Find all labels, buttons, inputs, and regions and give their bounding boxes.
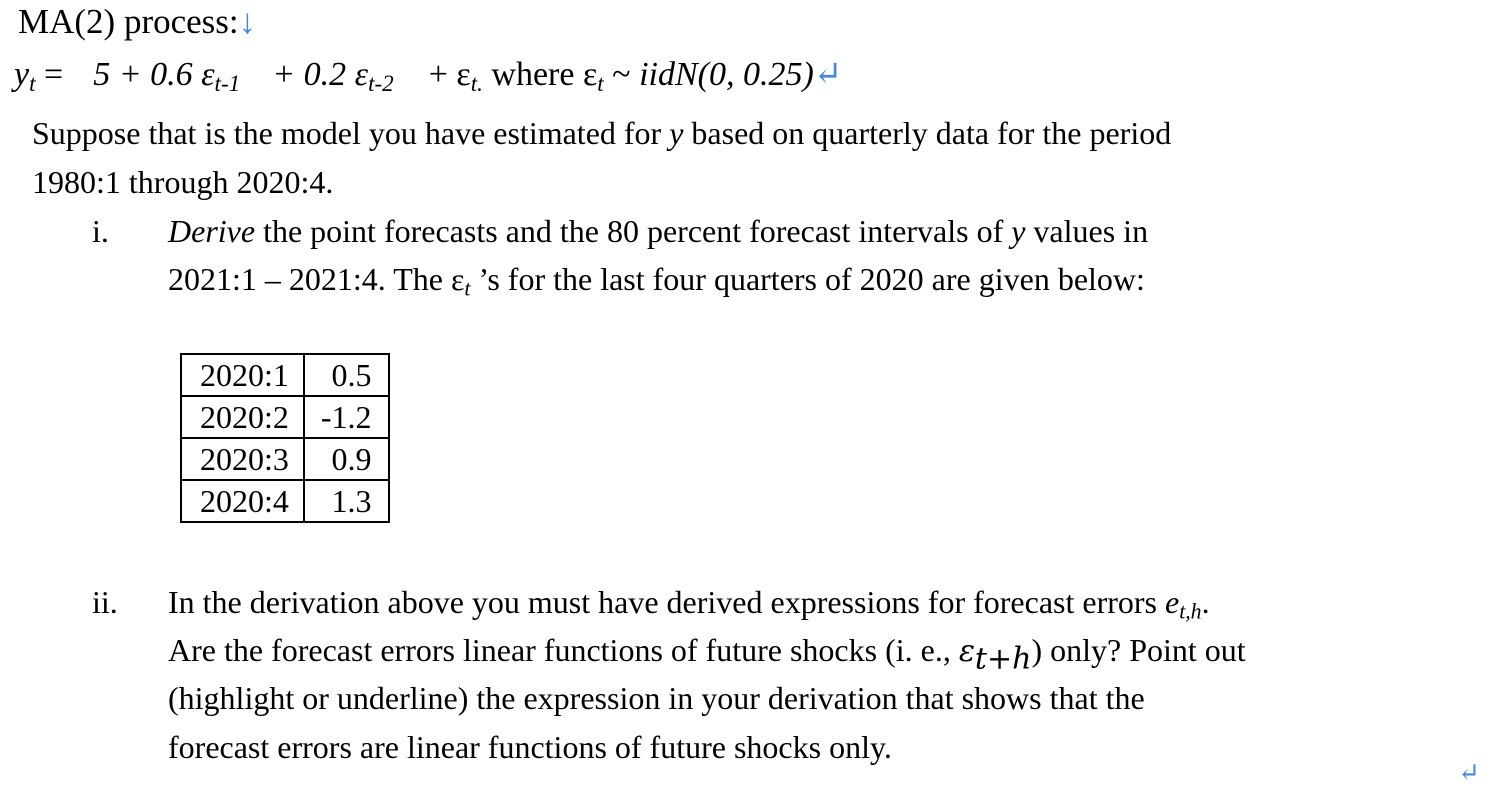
item-ii-number: ii.	[92, 584, 118, 620]
item-i-var-y: y	[1011, 213, 1026, 249]
shocks-table	[180, 353, 390, 523]
paragraph-down-arrow-icon: ↓	[238, 2, 257, 41]
eq-lhs-sub: t	[29, 70, 36, 97]
item-ii-line-4: forecast errors are linear functions of future shocks only.	[168, 729, 892, 765]
shock-value-cell: 1.3	[304, 480, 389, 522]
eq-lhs: y	[14, 56, 30, 93]
eq-sub-1: t-1	[214, 70, 241, 97]
item-i-line2-a: 2021:1 – 2021:4. The ε	[168, 261, 465, 297]
eq-term-2: + 0.2 ε	[272, 56, 369, 93]
item-i-text-a: the point forecasts and the 80 percent forecast intervals of	[255, 213, 1012, 249]
quarter-cell: 2020:4	[181, 480, 304, 522]
eq-dist-sym: ~	[603, 56, 640, 93]
item-ii-sub-th: t,h	[1179, 599, 1202, 624]
quarter-cell: 2020:3	[181, 438, 304, 480]
item-ii-line2-a: Are the forecast errors linear functions of future shocks (i. e.,	[168, 632, 959, 668]
intro-text-b: based on quarterly data for the period	[683, 115, 1172, 151]
eq-sub-2: t-2	[368, 70, 394, 97]
item-ii-line2-b: ) only? Point out	[1031, 632, 1246, 668]
item-i-emph: Derive	[168, 213, 256, 249]
intro-var-y: y	[669, 115, 684, 151]
table-row	[181, 396, 389, 438]
item-ii-line-2	[168, 632, 1246, 677]
shock-value-cell: 0.5	[304, 354, 389, 396]
item-ii-math-eps: ε	[958, 634, 975, 669]
table-row	[181, 354, 389, 396]
intro-line-2: 1980:1 through 2020:4.	[32, 164, 334, 200]
intro-text-a: Suppose that is the model you have estimated for	[32, 115, 670, 151]
ma2-equation	[14, 56, 843, 97]
heading-text: MA(2) process:	[18, 2, 239, 41]
item-i-line2-b: ’s for the last four quarters of 2020 are given below:	[470, 261, 1145, 297]
item-ii-line-1	[168, 584, 1210, 624]
shock-value-cell: -1.2	[304, 396, 389, 438]
paragraph-return-icon: ↵	[1458, 758, 1480, 787]
table-row	[181, 438, 389, 480]
item-ii-math-sub: t+h	[974, 641, 1032, 677]
item-i-text-b: values in	[1025, 213, 1149, 249]
item-ii-text-a: In the derivation above you must have derived expressions for forecast errors	[168, 584, 1165, 620]
item-ii-line-3: (highlight or underline) the expression in your derivation that shows that the	[168, 680, 1145, 716]
item-i-line-1	[168, 215, 1148, 247]
intro-line-1	[32, 117, 1171, 149]
eq-const-term: 5 + 0.6 ε	[93, 56, 215, 93]
item-ii-var-e: e	[1165, 584, 1180, 620]
table-row	[181, 480, 389, 522]
quarter-cell: 2020:1	[181, 354, 304, 396]
eq-equals: =	[35, 56, 64, 93]
paragraph-return-icon: ↵	[813, 56, 843, 93]
item-i-line2-sub: t	[464, 276, 471, 301]
eq-dist-name: iidN(0, 0.25)	[639, 56, 814, 93]
eq-sub-3: t.	[470, 70, 483, 97]
eq-sub-4: t	[597, 70, 604, 97]
item-i-line-2	[168, 261, 1145, 301]
eq-where: where ε	[482, 56, 598, 93]
item-ii-text-b: .	[1201, 584, 1210, 620]
shock-value-cell: 0.9	[304, 438, 389, 480]
item-i-number: i.	[92, 213, 109, 249]
quarter-cell: 2020:2	[181, 396, 304, 438]
eq-term-3: + ε	[428, 56, 471, 93]
heading	[18, 4, 256, 39]
